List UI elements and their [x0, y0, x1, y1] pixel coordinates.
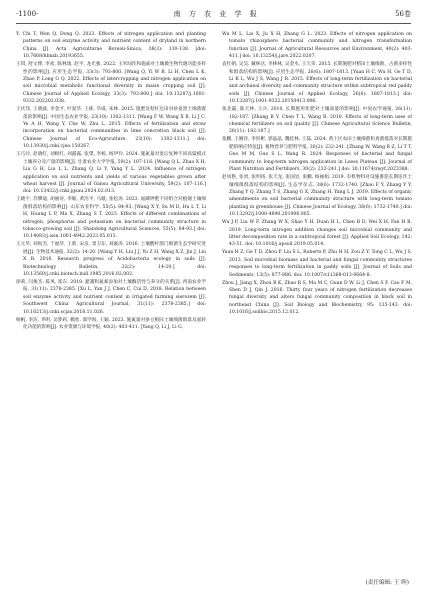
page-number: ·1100· [16, 10, 39, 18]
reference-entry: Y, Chi T, Wen Q, Dong Q. 2023. Effects of nitrogen application and planting patterns on soil enzyme activity and nutrient content of dryland in northern China [J]. Acta Agriculturae Boreali-Sinica, 38(3): 130-138. [doi: 10.7668/hbnxb.20193655. [16, 32, 206, 60]
reference-entry: Yuan H Z, Ge T D, Zhou P, Liu S L, Roberts P, Zhu H H, Zou Z Y, Tong C L, Wu J S. 2013. Soil microbial biomass and bacterial and fungal community structures responses to long-term fertilization in paddy soils [J]. Journal of Soils and Sediments, 13(5): 877-886. doi: 10.1007/s11368-013-0664-8. [222, 250, 412, 278]
reference-entry: 徐莉, 闫俊杰, 陈凤, 崔东. 2018. 灌溉和氮素添加对土壤酶活性与养分的关系[J]. 西南农业学报, 31(11): 2378-2385. [Xu L, Yan J J, Chen C, Cui D. 2018. Relation between soil enzyme activity and nutrient content in irrigated farming sierozem [J]. Southwest China Agricultural Journal, 31(11): 2378-2385.] doi: 10.16213/j.cnki.scjas.2018.11.026. [16, 279, 206, 315]
reference-entry: 杨帆, 李洁, 李明, 吴梦莉, 赖欣, 邵学海, 王颖. 2023. 施氮量对蚕豆根际土壤细菌群落及氮转化功能的影响[J]. 农业资源与环境学报, 40(2): 403-411. [Yang Q, Li J, Li G, [16, 317, 206, 330]
journal-title: 南 方 农 业 学 报 [173, 10, 260, 18]
volume-label: 56卷 [395, 10, 411, 18]
reference-entry: 赵凤艳, 张勇, 张明扬, 张天龙, 张国显, 张鹏, 杨丽娟. 2019. 有机物料对设施番茄长期连作土壤细菌群落结构的影响[J]. 生态学杂志, 38(6): 1732-1740. [Zhao F Y, Zhang Y Y, Zhang Y Q, Zhang T S, Zhang G X, Zhang H, Yang L J. 2019. Effects of organic amendments on soil bacterial community structure with long-term tomato planting in greenhouse [J]. Chinese Journal of Ecology, 38(6): 1732-1740.] doi: 10.13292/j.1000-4890.201906.005. [222, 175, 412, 218]
reference-entry: 张北赢, 陈天林, 王兵. 2010. 长期施用化肥对土壤质量的影响[J]. 中国农学通报, 26(11): 182-187. [Zhang B Y, Chen T L, Wang B. 2010. Effects of long-term uses of chemical fertilizers on soil quality [J]. Chinese Agricultural Science Bulletin, 26(11): 182-187.] [222, 107, 412, 135]
reference-entry: 王元华, 刘锐杰, 于福华, 王新, 宋彦, 景卫东, 刘砚涛. 2016. 土壤酸杆菌门细菌生态学研究进展[J]. 生物技术通报, 32(2): 14-20. [Wang Y H, Liu J J, Yu Z H, Wang X Z, Jin J, Liu X B. 2016. Research progress of Acidobacteria ecology in soils [J]. Biotechnology Bulletin, 32(2): 14-20.] doi: 10.13560/j.cnki.biotech.bull.1985.2016.02.002. [16, 242, 206, 277]
reference-entry: Wu J P, Liu W F, Zhang W X, Shao Y H, Duan H L, Chen B D, Wei X H, Fan H B. 2019. Long-term nitrogen addition changes soil microbial community and litter decomposition rate in a subtropical forest [J]. Applied Soil Ecology, 142: 43-51. doi: 10.1016/j.apsoil.2019.05.014. [222, 220, 412, 248]
reference-column-right [222, 31, 412, 317]
reference-entry: Zhou J, Jiang X, Zhou B K, Zhao B S, Ma M C, Guan D W, Li J, Chen S F, Cao F M, Shen D J, Qin J. 2016. Thirty four years of nitrogen fertilization decreases fungal diversity and alters fungal community composition in black soil in northeast China [J]. Soil Biology and Biochemistry, 95: 135-143. doi: 10.1016/j.soilbio.2015.12.012. [222, 280, 412, 316]
reference-entry: 王伏伟, 王晓波, 李金才, 叶爱华, 王栋, 毕威, 朱林. 2015. 施肥及秸秆还田对砂姜黑土细菌群落的影响[J]. 中国生态农业学报, 23(10): 1302-1311. [Wang F W, Wang X B, Li J C, Ye A H, Wang Y, Che W, Zhu L. 2015. Effects of fertilization and straw incorporation on bacterial communities in lime concretion black soil [J]. Chinese Journal of Eco-Agriculture, 23(10): 1302-1311.] doi: 10.13930/j.cnki.cjea.150267. [16, 107, 206, 150]
reference-entry: 张鹏, 王婉洋, 李彤彬, 郭晶晶, 魏桂林, 王磊. 2024. 黄土区农田土壤细菌和真菌群落对长期施肥的响应特征[J]. 植物营养与肥料学报, 30(2): 232-241. [Zhang W, Wang R Z, Li T T, Guo M M, Guo S L, Wang R. 2024. Responses of bacterial and fungal community to long-term nitrogen application in Loess Plateau [J]. Journal of Plant Nutrition and Fertilizers, 30(2): 232-241.] doi: 10.11674/zwyf.2023388. [222, 137, 412, 173]
reference-column-left [16, 31, 206, 332]
reference-entry: 王晓宇, 苏攀迪, 胡丽涛, 李敏, 黄浩平, 马璇, 张松涛. 2023. 氮磷钾肥不同组合对植烟土壤细菌群落结构的影响[J]. 山东农业科学, 55(5): 84-93. [Wang X Y, Su M D, Hu L T, Li H, Huang L P, Ma X, Zhang S T. 2023. Effects of different combinations of nitrogen, phosphorus and potassium on bacterial community structure in tobacco-growing soil [J]. Shandong Agricultural Sciences, 55(5): 84-93.] doi: 10.14083/j.issn.1001-4942.2023.05.013. [16, 197, 206, 240]
reference-entry: Wu M L, Lai X, Ju X H, Zhang G L. 2023. Effects of nitrogen application on tomato rhizosphere bacterial community and nitrogen transformation function [J]. Journal of Agricultural Resources and Environment, 40(2): 403-411.] doi: 10.13254/j.jare.2022.0207. [222, 32, 412, 60]
editor-note: (责任编辑: 王 晖) [365, 580, 409, 586]
page-header [16, 7, 411, 24]
reference-entry: 王巧玲, 赵晓红, 刘根红, 刘露露, 张璟, 李杨, 杨伊玲. 2024. 施氮量对麦后复种不同高粱模式土壤养分及产量的影响[J]. 甘肃农业大学学报, 59(2): 107-116. [Wang Q L, Zhao X H, Liu G H, Liu L L, Zhang Q, Li Y, Yang Y L. 2024. Influence of nitrogen application on soil nutrients and yields of various vegetables grown after wheat harvest [J]. Journal of Gansu Agricultural University, 59(2): 107-116.] doi: 10.13432/j.cnki.jgsau.2024.02.013. [16, 152, 206, 195]
reference-entry: 王琪, 舒文博, 李欢, 陈林康, 赵平, 龙光强. 2022. 玉米间作和施氮对土壤微生物代谢功能多样性的影响[J]. 应用生态学报, 33(3): 793-800. [Wang Q, Yi W B, Li H, Chen L K, Zhao P, Long G Q. 2022. Effects of intercropping and nitrogen application on soil microbial metabolic functional diversity in maize cropping soil [J]. Chinese Journal of Applied Ecology, 33(3): 793-800.] doi: 10.13287/j.1001-9332.202202.038. [16, 62, 206, 105]
reference-entry: 袁红朝, 吴昊, 戴林达, 李林林, 吴金水, 王久荣. 2015. 长期施肥对稻田土壤细菌、古菌多样性和群落结构的影响[J]. 应用生态学报, 26(6): 1807-1813. [Yuan H C, Wu H, Ge T D, Li K L, Wu J S, Wang J R. 2015. Effects of long-term fertilization on bacterial and archaeal diversity and community structure within subtropical red paddy soils [J]. Chinese Journal of Applied Ecology, 26(6): 1807-1813.] doi: 10.13287/j.1001-9332.20150413.006. [222, 62, 412, 105]
